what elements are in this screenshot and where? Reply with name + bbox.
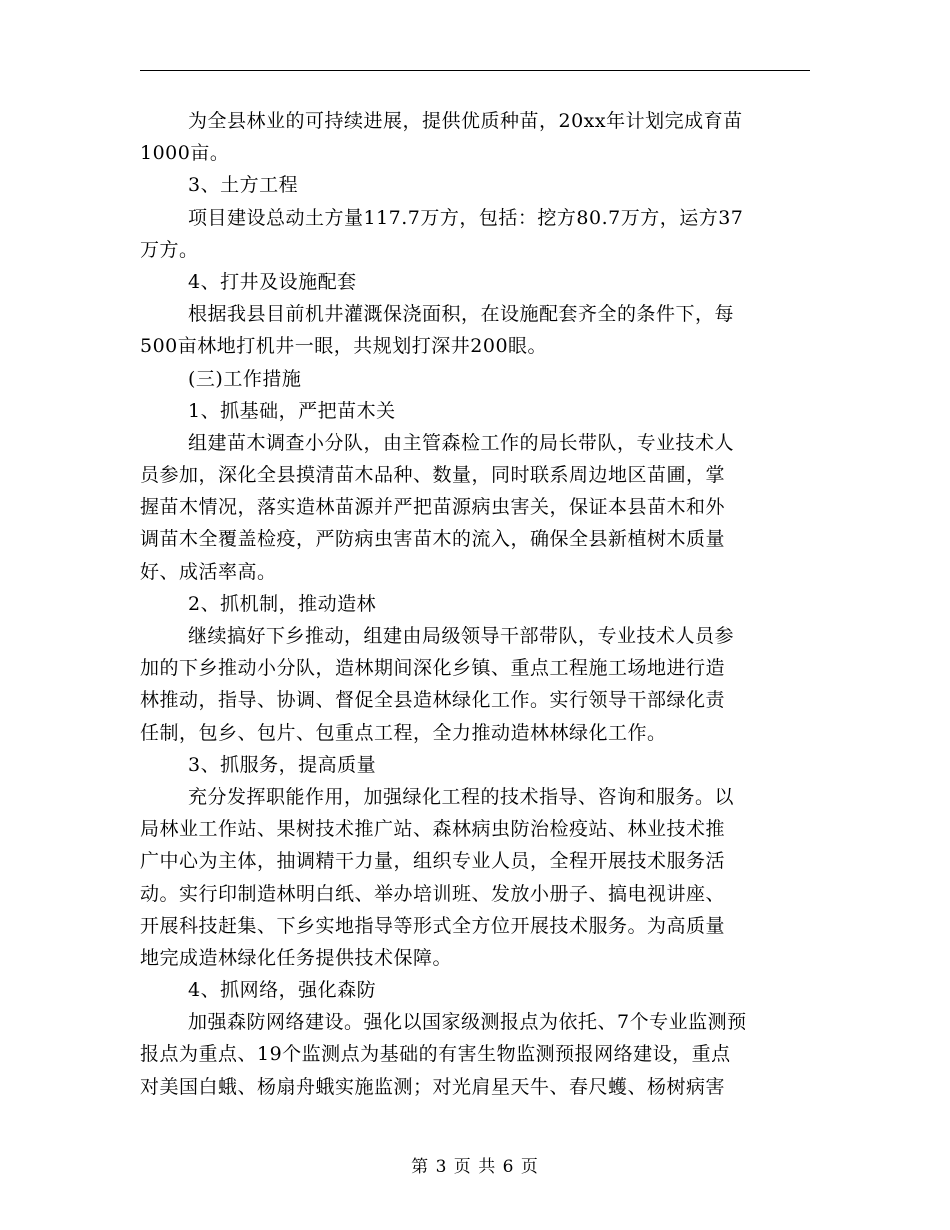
- document-body: [140, 105, 810, 1103]
- text-line: 项目建设总动土方量117.7万方，包括：挖方80.7万方，运方37: [188, 206, 744, 229]
- text-line: 对美国白蛾、杨扇舟蛾实施监测；对光肩星天牛、春尺蠖、杨树病害: [140, 1075, 726, 1098]
- text-line: 好、成活率高。: [140, 560, 277, 583]
- text-line: 继续搞好下乡推动，组建由局级领导干部带队，专业技术人员参: [188, 625, 735, 647]
- text-line: 广中心为主体，抽调精干力量，组织专业人员，全程开展技术服务活: [140, 850, 726, 873]
- header-rule: [140, 70, 810, 71]
- text-line: 万方。: [140, 238, 199, 261]
- text-line: 林推动，指导、协调、督促全县造林绿化工作。实行领导干部绿化责: [140, 689, 726, 712]
- text-line: 4、打井及设施配套: [188, 270, 357, 293]
- text-line: 为全县林业的可持续进展，提供优质种苗，20xx年计划完成育苗: [188, 110, 743, 132]
- text-line: 组建苗木调查小分队，由主管森检工作的局长带队，专业技术人: [188, 431, 735, 454]
- text-line: 员参加，深化全县摸清苗木品种、数量，同时联系周边地区苗圃，掌: [140, 464, 726, 487]
- page-number-footer: 第 3 页 共 6 页: [411, 1157, 539, 1177]
- text-line: 1、抓基础，严把苗木关: [188, 399, 396, 422]
- text-line: 加强森防网络建设。强化以国家级测报点为依托、7个专业监测预: [188, 1011, 747, 1034]
- text-line: 局林业工作站、果树技术推广站、森林病虫防治检疫站、林业技术推: [140, 818, 726, 841]
- text-line: 加的下乡推动小分队，造林期间深化乡镇、重点工程施工场地进行造: [140, 657, 726, 680]
- text-line: 4、抓网络，强化森防: [188, 979, 377, 1002]
- text-line: 任制，包乡、包片、包重点工程，全力推动造林林绿化工作。: [140, 721, 667, 744]
- text-line: 根据我县目前机井灌溉保浇面积，在设施配套齐全的条件下，每: [188, 303, 735, 326]
- text-line: 500亩林地打机井一眼，共规划打深井200眼。: [140, 335, 548, 358]
- text-line: 握苗木情况，落实造林苗源并严把苗源病虫害关，保证本县苗木和外: [140, 496, 726, 519]
- text-line: (三)工作措施: [188, 367, 302, 390]
- text-line: 调苗木全覆盖检疫，严防病虫害苗木的流入，确保全县新植树木质量: [140, 528, 726, 551]
- text-line: 2、抓机制，推动造林: [188, 592, 377, 615]
- text-line: 开展科技赶集、下乡实地指导等形式全方位开展技术服务。为高质量: [140, 914, 726, 937]
- text-line: 报点为重点、19个监测点为基础的有害生物监测预报网络建设，重点: [140, 1043, 731, 1066]
- text-line: 动。实行印制造林明白纸、举办培训班、发放小册子、搞电视讲座、: [140, 882, 726, 905]
- text-line: 地完成造林绿化任务提供技术保障。: [140, 946, 453, 969]
- text-line: 3、土方工程: [188, 174, 299, 197]
- text-line: 1000亩。: [140, 142, 230, 165]
- text-line: 3、抓服务，提高质量: [188, 753, 377, 776]
- text-line: 充分发挥职能作用，加强绿化工程的技术指导、咨询和服务。以: [188, 785, 735, 808]
